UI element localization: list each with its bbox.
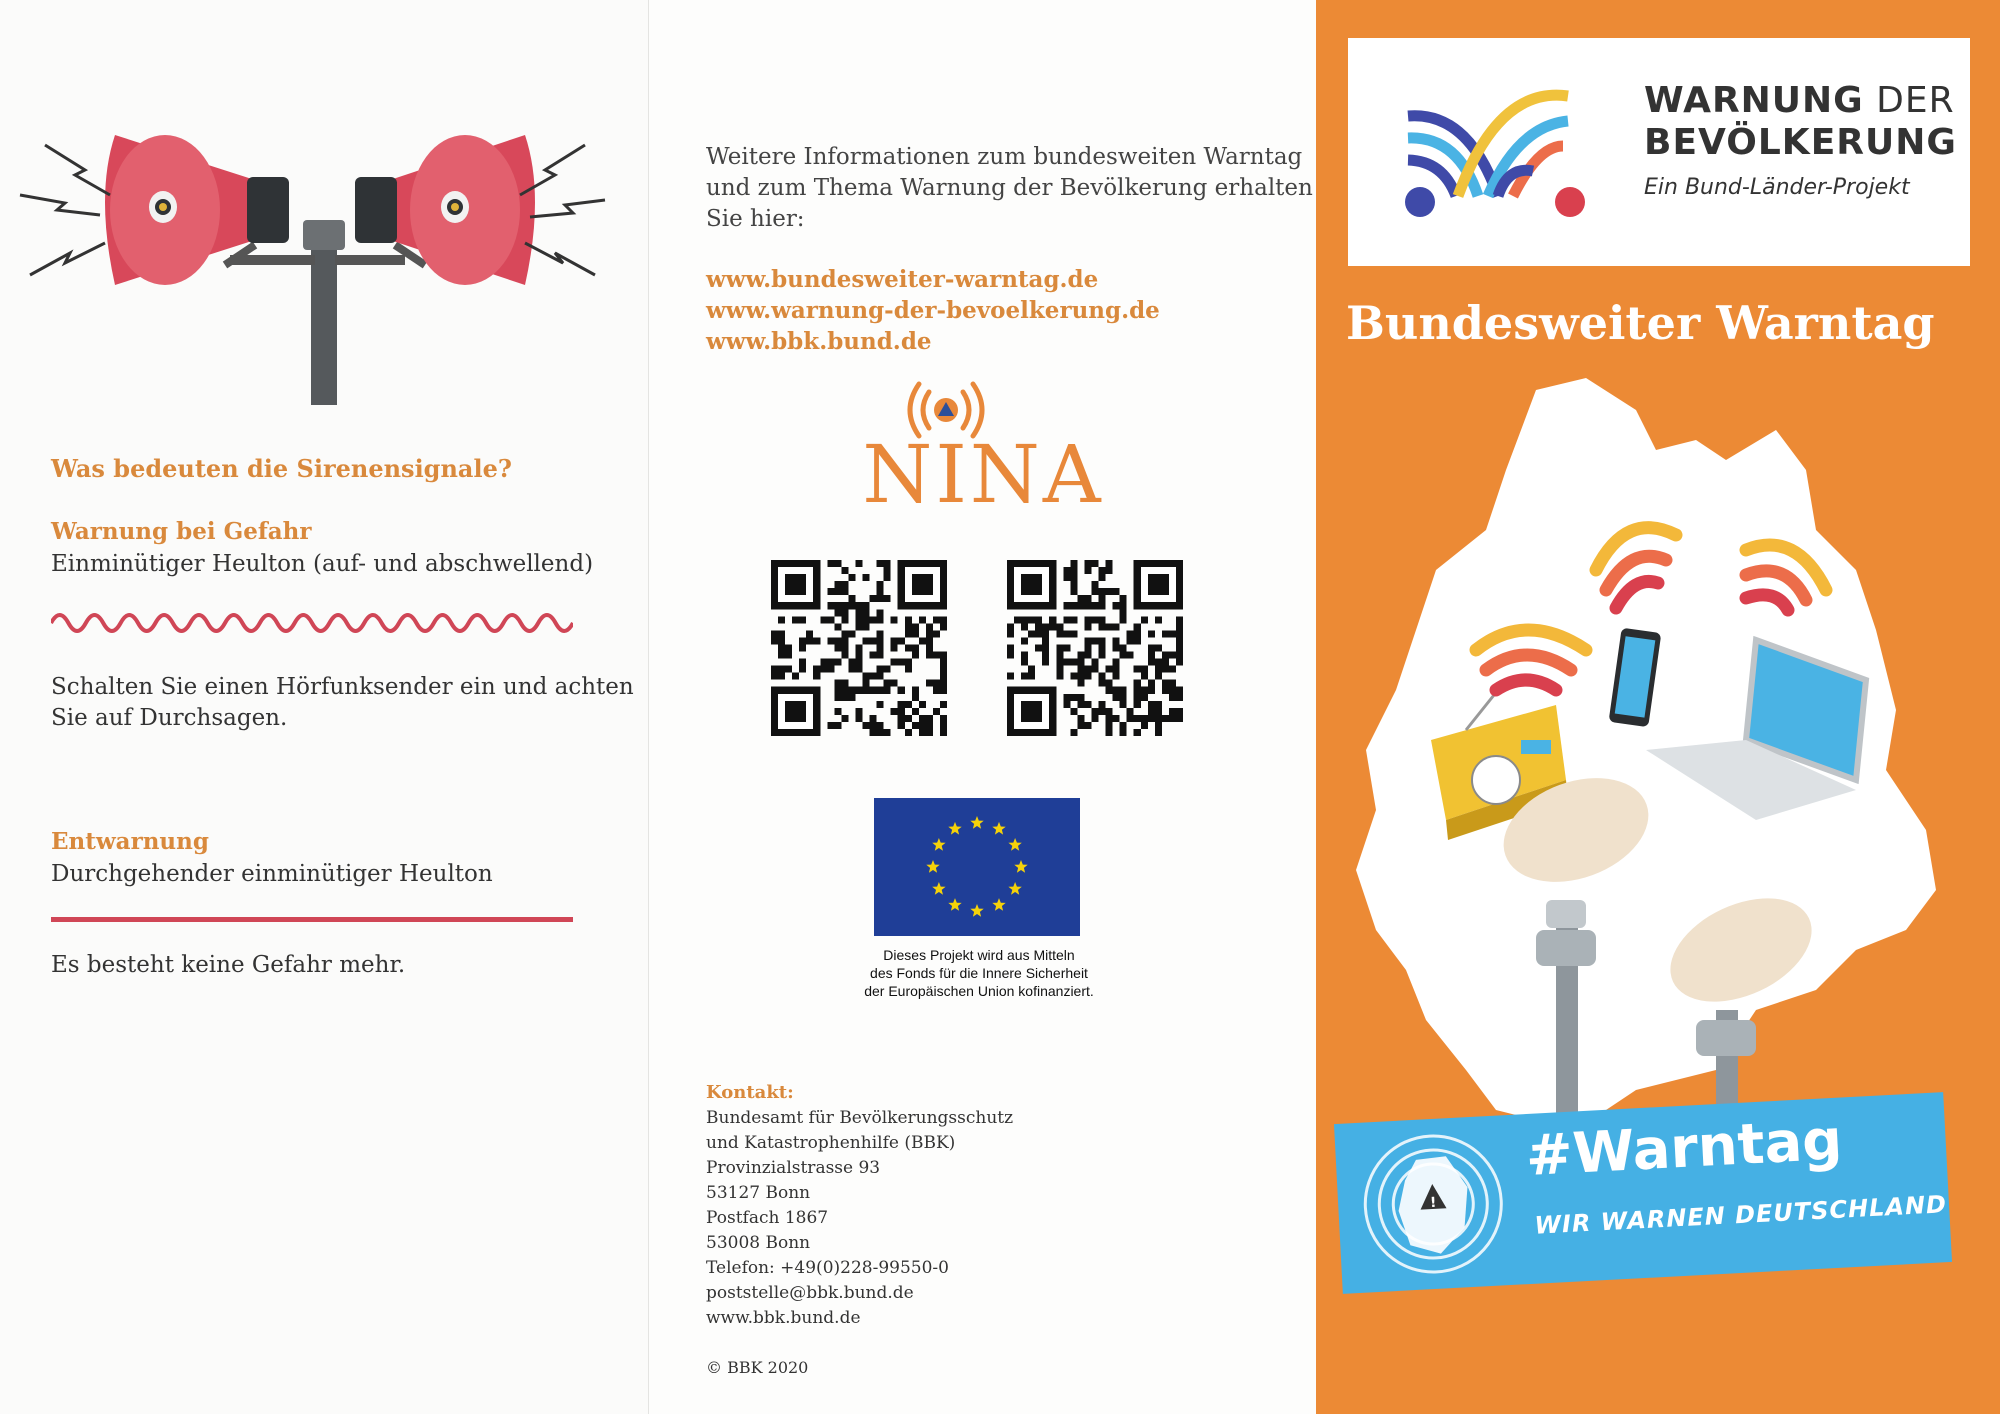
eu-funding-text (809, 946, 1149, 1000)
slogan: WIR WARNEN DEUTSCHLAND (1533, 1190, 1948, 1240)
logo-line-1 (1644, 80, 1955, 121)
intro-line-2: und zum Thema Warnung der Bevölkerung erhalten (706, 175, 1313, 201)
allclear-note: Es besteht keine Gefahr mehr. (51, 952, 406, 978)
warning-title: Warnung bei Gefahr (51, 518, 312, 545)
eu-text-line-2: des Fonds für die Innere Sicherheit (870, 965, 1088, 981)
eu-text-line-3: der Europäischen Union kofinanziert. (864, 983, 1094, 999)
allclear-title: Entwarnung (51, 828, 209, 855)
warntag-map-emblem-icon (1354, 1125, 1512, 1283)
contact-website[interactable]: www.bbk.bund.de (706, 1308, 861, 1328)
cover-title: Bundesweiter Warntag (1346, 296, 1935, 350)
allclear-flat-signal (51, 917, 573, 922)
warning-advice-line-2: Sie auf Durchsagen. (51, 705, 288, 731)
logo-subtitle: Ein Bund-Länder-Projekt (1644, 175, 1910, 200)
qr-code-ios[interactable] (771, 560, 947, 736)
qr-code-android[interactable] (1007, 560, 1183, 736)
panel-information (648, 0, 1316, 1414)
contact-line: Provinzialstrasse 93 (706, 1158, 881, 1178)
link-warntag[interactable]: www.bundesweiter-warntag.de (706, 266, 1099, 293)
copyright: © BBK 2020 (706, 1358, 809, 1377)
contact-phone: Telefon: +49(0)228-99550-0 (706, 1258, 949, 1278)
warntag-banner (1334, 1092, 1952, 1294)
eu-flag (874, 798, 1080, 936)
siren-illustration (15, 125, 615, 405)
contact-address (706, 1106, 1013, 1331)
warning-wave-signal (51, 605, 573, 641)
contact-label: Kontakt: (706, 1082, 794, 1103)
warning-description: Einminütiger Heulton (auf- und abschwellend) (51, 551, 594, 577)
contact-line: 53127 Bonn (706, 1183, 811, 1203)
link-bbk[interactable]: www.bbk.bund.de (706, 328, 932, 355)
intro-line-1: Weitere Informationen zum bundesweiten Warntag (706, 144, 1303, 170)
intro-line-3: Sie hier: (706, 206, 805, 232)
contact-line: Bundesamt für Bevölkerungsschutz (706, 1108, 1014, 1128)
link-warnung[interactable]: www.warnung-der-bevoelkerung.de (706, 297, 1160, 324)
rainbow-logo-icon (1398, 86, 1588, 226)
logo-line-2: BEVÖLKERUNG (1644, 122, 1957, 163)
panel-cover (1316, 0, 2000, 1414)
svg-text:!: ! (1429, 1194, 1437, 1212)
logo-light-word: DER (1863, 80, 1955, 121)
eu-text-line-1: Dieses Projekt wird aus Mitteln (883, 947, 1075, 963)
hashtag-warntag: #Warntag (1524, 1107, 1844, 1190)
contact-line: 53008 Bonn (706, 1233, 811, 1253)
logo-bold-word: WARNUNG (1644, 80, 1864, 121)
section-heading: Was bedeuten die Sirenensignale? (51, 454, 512, 483)
contact-line: und Katastrophenhilfe (BBK) (706, 1133, 956, 1153)
contact-line: Postfach 1867 (706, 1208, 829, 1228)
logo-box (1348, 38, 1970, 266)
warning-advice-line-1: Schalten Sie einen Hörfunksender ein und achten (51, 674, 634, 700)
allclear-description: Durchgehender einminütiger Heulton (51, 861, 493, 887)
germany-map-illustration (1336, 370, 1986, 1150)
panel-siren-signals (0, 0, 648, 1414)
nina-app-name: NINA (862, 428, 1104, 521)
contact-email[interactable]: poststelle@bbk.bund.de (706, 1283, 914, 1303)
